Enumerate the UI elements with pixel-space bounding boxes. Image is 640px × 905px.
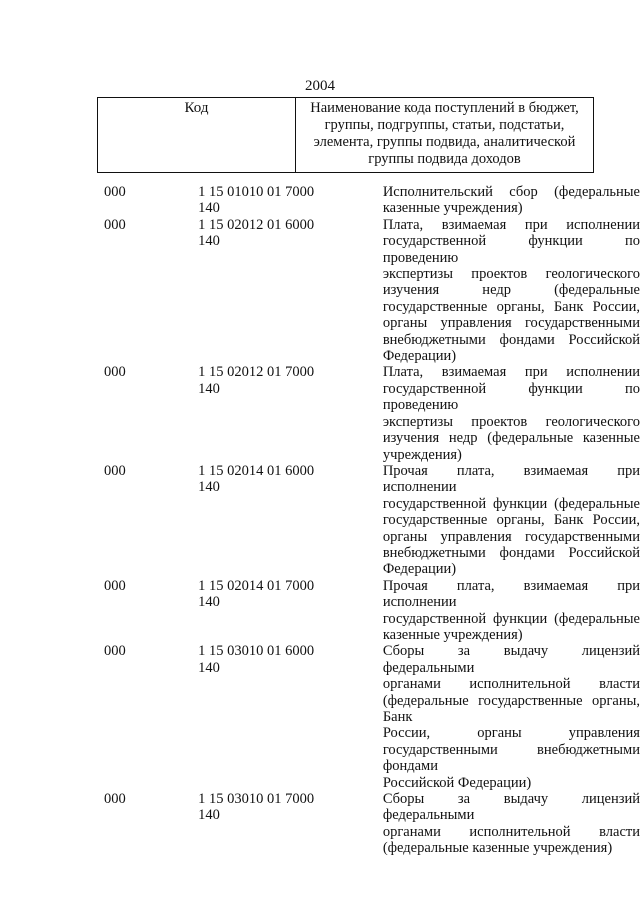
revenue-name <box>383 463 640 578</box>
revenue-name-line: государственной функции по проведению <box>382 380 640 414</box>
revenue-name-line: России, органы управления <box>382 725 640 742</box>
revenue-name-line: Исполнительский сбор (федеральные <box>382 184 640 200</box>
revenue-name <box>383 364 640 462</box>
revenue-name-line: казенные учреждения) <box>382 626 523 643</box>
revenue-name-line: внебюджетными фондами Российской <box>382 544 640 561</box>
revenue-name-line: государственные органы, Банк России, <box>382 512 640 529</box>
admin-code: 000 <box>104 216 126 233</box>
revenue-name-line: казенные учреждения) <box>382 200 523 217</box>
table-row <box>0 217 640 365</box>
revenue-name-line: Плата, взимаемая при исполнении <box>382 364 640 381</box>
table-row <box>0 791 640 857</box>
table-row <box>0 463 640 578</box>
revenue-name-line: Плата, взимаемая при исполнении <box>382 216 640 233</box>
revenue-name-line: (федеральные казенные учреждения) <box>382 840 613 857</box>
page-number: 2004 <box>305 78 335 94</box>
revenue-name-line: изучения недр (федеральные казенные <box>382 430 640 447</box>
header-name-label: Наименование кода поступлений в бюджет, группы, подгруппы, статьи, подстатьи, элемента, группы подвида, аналитической группы подвида доходов <box>310 100 579 167</box>
table-row <box>0 578 640 644</box>
admin-code: 000 <box>104 462 126 479</box>
revenue-name-line: Федерации) <box>382 348 457 365</box>
revenue-name-line: учреждения) <box>382 446 462 463</box>
revenue-code: 1 15 02014 01 6000 140 <box>198 462 315 496</box>
revenue-name <box>383 578 640 644</box>
revenue-name-line: государственной функции по проведению <box>382 233 640 266</box>
revenue-code: 1 15 02014 01 7000 140 <box>198 577 315 611</box>
revenue-name-line: экспертизы проектов геологического <box>382 413 640 430</box>
table-header <box>97 97 594 173</box>
revenue-name-line: органами исполнительной власти <box>382 676 640 693</box>
revenue-name-line: Российской Федерации) <box>382 774 532 791</box>
table-row <box>0 643 640 791</box>
revenue-name-line: Сборы за выдачу лицензий федеральными <box>382 643 640 676</box>
admin-code: 000 <box>104 577 126 594</box>
revenue-name <box>383 791 640 857</box>
revenue-name-line: государственные органы, Банк России, <box>382 298 640 315</box>
admin-code: 000 <box>104 184 126 200</box>
revenue-name <box>383 217 640 365</box>
revenue-name-line: (федеральные государственные органы, Банк <box>382 692 640 725</box>
revenue-name-line: экспертизы проектов геологического <box>382 266 640 283</box>
revenue-name-line: государственными внебюджетными фондами <box>382 741 640 775</box>
revenue-name-line: органы управления государственными <box>382 528 640 545</box>
revenue-name-line: Сборы за выдачу лицензий федеральными <box>382 791 640 824</box>
revenue-code: 1 15 02012 01 6000 140 <box>198 216 315 250</box>
revenue-name <box>383 643 640 791</box>
admin-code: 000 <box>104 643 126 660</box>
revenue-name-line: Федерации) <box>382 561 457 578</box>
revenue-name-line: Прочая плата, взимаемая при исполнении <box>382 462 640 496</box>
revenue-code-list <box>0 184 640 857</box>
revenue-code: 1 15 02012 01 7000 140 <box>198 364 315 397</box>
admin-code: 000 <box>104 791 126 808</box>
revenue-code: 1 15 01010 01 7000 140 <box>198 184 315 217</box>
revenue-name-line: органы управления государственными <box>382 315 640 332</box>
admin-code: 000 <box>104 364 126 381</box>
revenue-name-line: изучения недр (федеральные <box>382 282 640 299</box>
revenue-name <box>383 184 640 217</box>
header-code-label: Код <box>98 98 296 172</box>
revenue-name-line: государственной функции (федеральные <box>382 610 640 627</box>
revenue-name-line: государственной функции (федеральные <box>382 495 640 512</box>
table-row <box>0 184 640 217</box>
revenue-name-line: внебюджетными фондами Российской <box>382 331 640 348</box>
revenue-name-line: органами исполнительной власти <box>382 823 640 840</box>
revenue-code: 1 15 03010 01 7000 140 <box>198 791 315 824</box>
revenue-name-line: Прочая плата, взимаемая при исполнении <box>382 577 640 611</box>
revenue-code: 1 15 03010 01 6000 140 <box>198 643 315 676</box>
table-row <box>0 364 640 462</box>
